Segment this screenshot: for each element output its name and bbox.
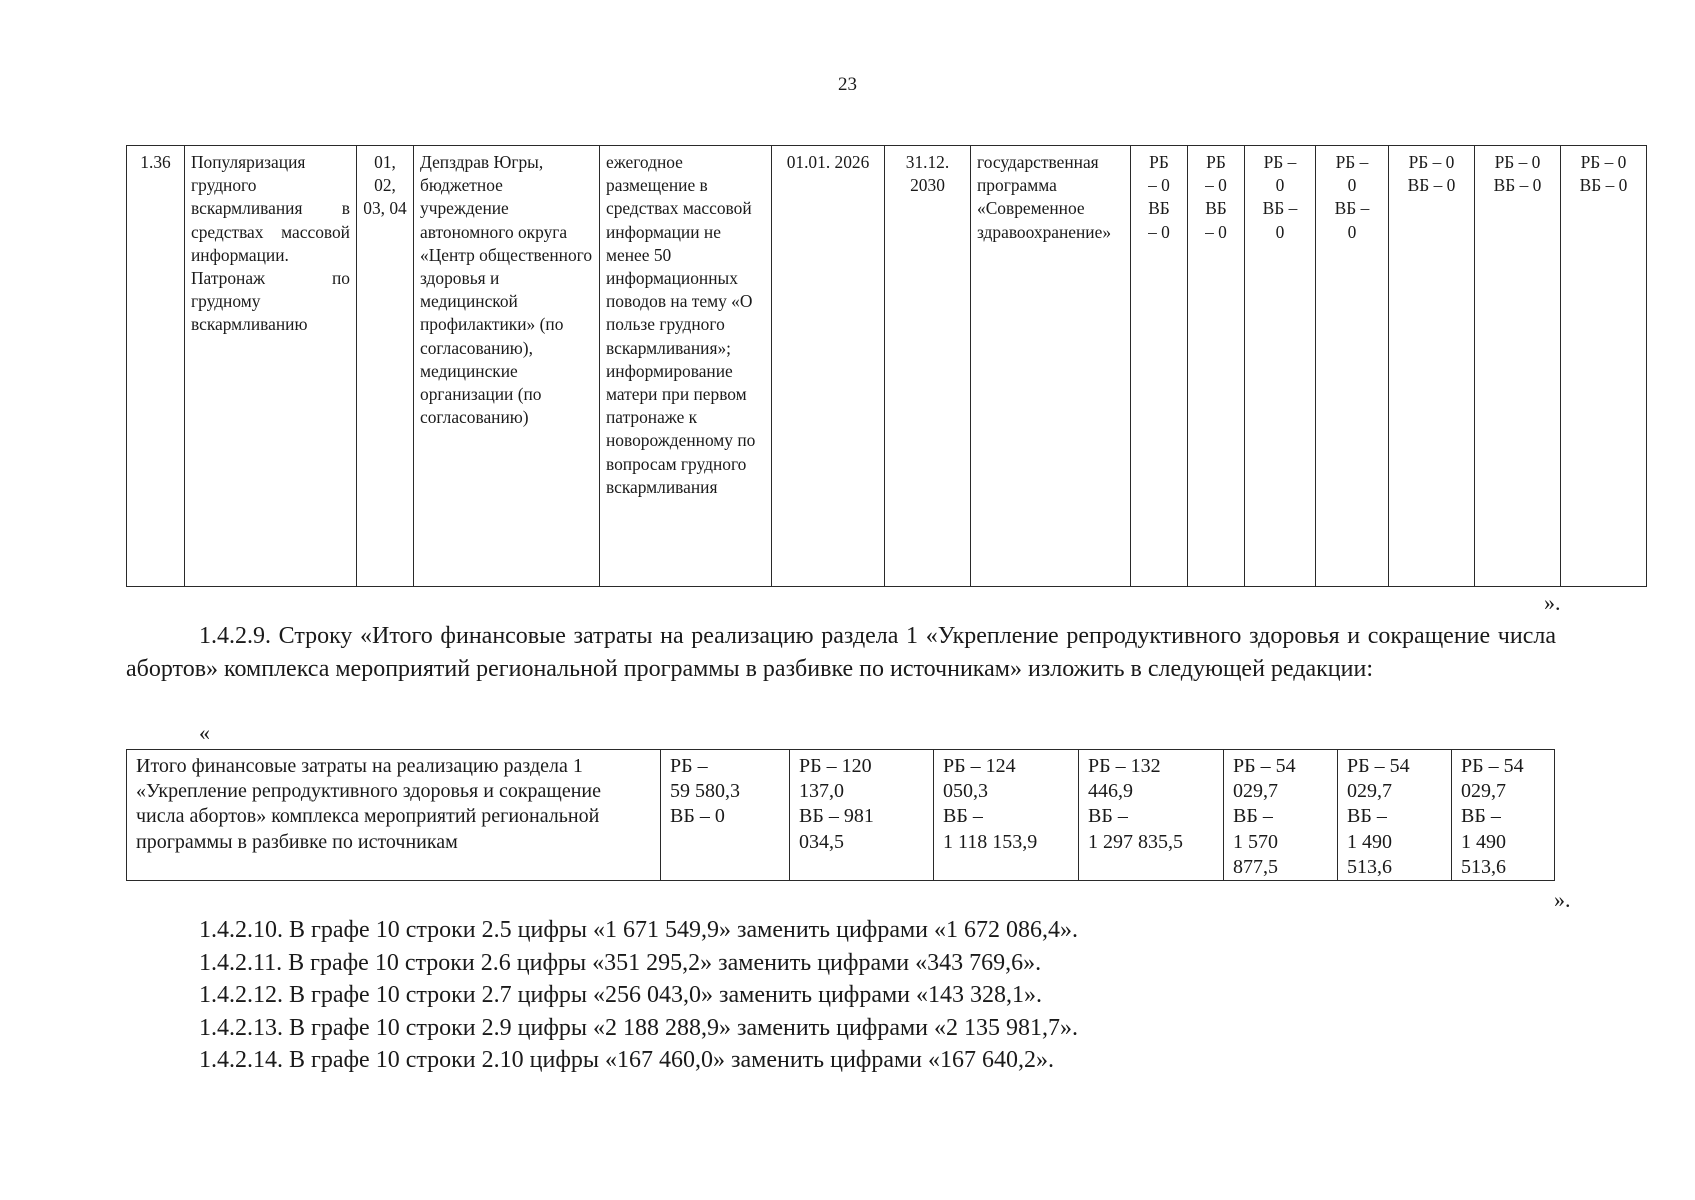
totals-cell: РБ – 59 580,3 ВБ – 0 xyxy=(661,750,790,881)
closing-quote: ». xyxy=(1554,887,1571,912)
table-row xyxy=(127,750,1555,881)
finance-cell: РБ – 0 ВБ – 0 xyxy=(1131,146,1188,587)
task-codes: 01, 02, 03, 04 xyxy=(357,146,414,587)
measures-table xyxy=(126,145,1647,587)
list-item: 1.4.2.10. В графе 10 строки 2.5 цифры «1 671 549,9» заменить цифрами «1 672 086,4». xyxy=(199,917,1079,943)
finance-cell: РБ – 0 ВБ – 0 xyxy=(1316,146,1389,587)
totals-label: Итого финансовые затраты на реализацию раздела 1 «Укрепление репродуктивного здоровья и сокращение числа абортов» комплекса мероприятий региональной программы в разбивке по источникам xyxy=(127,750,661,881)
list-item: 1.4.2.11. В графе 10 строки 2.6 цифры «351 295,2» заменить цифрами «343 769,6». xyxy=(199,949,1042,976)
measure-name: Популяризация грудного вскармливания в средствах массовой информации. Патронаж по грудному вскармливанию xyxy=(185,146,357,587)
totals-cell: РБ – 54 029,7 ВБ – 1 490 513,6 xyxy=(1452,750,1555,881)
totals-cell: РБ – 124 050,3 ВБ – 1 118 153,9 xyxy=(934,750,1079,881)
finance-cell: РБ – 0 ВБ – 0 xyxy=(1245,146,1316,587)
amendment-paragraph: 1.4.2.9. Строку «Итого финансовые затраты на реализацию раздела 1 «Укрепление репродуктивного здоровья и сокращение числа абортов» комплекса мероприятий региональной программы в разбивке по источникам» изложить в следующей редакции: xyxy=(126,623,1556,682)
expected-result: ежегодное размещение в средствах массовой информации не менее 50 информационных поводов на тему «О пользе грудного вскармливания»; информирование матери при первом патронаже к новорожденному по вопросам грудного вскармливания xyxy=(600,146,772,587)
closing-quote: ». xyxy=(1544,590,1561,615)
page-number: 23 xyxy=(838,74,857,95)
finance-cell: РБ – 0 ВБ – 0 xyxy=(1561,146,1647,587)
finance-cell: РБ – 0 ВБ – 0 xyxy=(1188,146,1245,587)
list-item: 1.4.2.12. В графе 10 строки 2.7 цифры «256 043,0» заменить цифрами «143 328,1». xyxy=(199,982,1043,1008)
list-item: 1.4.2.14. В графе 10 строки 2.10 цифры «167 460,0» заменить цифрами «167 640,2». xyxy=(199,1047,1055,1073)
table-row xyxy=(127,146,1647,587)
row-number: 1.36 xyxy=(127,146,185,587)
totals-cell: РБ – 132 446,9 ВБ – 1 297 835,5 xyxy=(1079,750,1224,881)
totals-table xyxy=(126,749,1555,881)
finance-cell: РБ – 0 ВБ – 0 xyxy=(1389,146,1475,587)
totals-cell: РБ – 54 029,7 ВБ – 1 490 513,6 xyxy=(1338,750,1452,881)
start-date: 01.01. 2026 xyxy=(772,146,885,587)
executors: Депздрав Югры, бюджетное учреждение автономного округа «Центр общественного здоровья и медицинской профилактики» (по согласованию), медицинские организации (по согласованию) xyxy=(414,146,600,587)
totals-cell: РБ – 120 137,0 ВБ – 981 034,5 xyxy=(790,750,934,881)
opening-quote: « xyxy=(199,720,210,745)
funding-source: государственная программа «Современное здравоохранение» xyxy=(971,146,1131,587)
amendment-items xyxy=(199,914,1078,1077)
totals-cell: РБ – 54 029,7 ВБ – 1 570 877,5 xyxy=(1224,750,1338,881)
end-date: 31.12. 2030 xyxy=(885,146,971,587)
list-item: 1.4.2.13. В графе 10 строки 2.9 цифры «2 188 288,9» заменить цифрами «2 135 981,7». xyxy=(199,1014,1079,1041)
finance-cell: РБ – 0 ВБ – 0 xyxy=(1475,146,1561,587)
